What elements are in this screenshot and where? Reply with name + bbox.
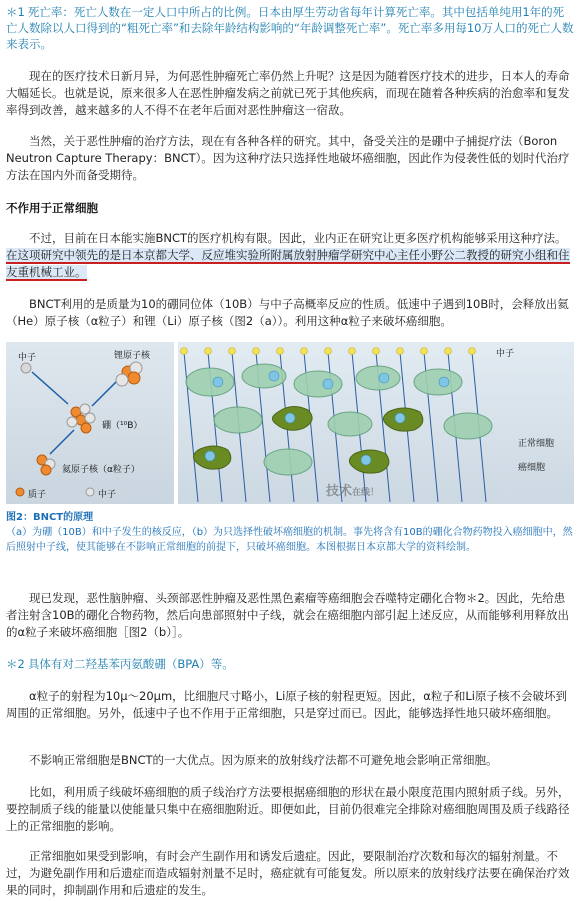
footnote-star: ＊1 (6, 5, 25, 19)
paragraph-6 (0, 688, 580, 722)
paragraph-8 (0, 784, 580, 835)
paragraph-text: 当然，关于恶性肿瘤的治疗方法，现在有各种各样的研究。其中，备受关注的是硼中子捕捉疗法（Boron Neutron Capture Therapy：BNCT）。因为这种疗法只选择性地破坏癌细胞，因此作为侵袭性低的划时代治疗方法在国内外而备受期待。 (6, 134, 570, 182)
paragraph-7 (0, 752, 580, 769)
neutron-legend-dot (86, 488, 94, 496)
paragraph-text: 正常细胞如果受到影响，有时会产生副作用和诱发后遗症。因此，要限制治疗次数和每次的辐射剂量。不过，为避免副作用和后遗症而造成辐射剂量不足时，癌症就有可能复发。所以原来的放射线疗法要在确保治疗效果的同时，抑制副作用和后遗症的发生。 (6, 849, 570, 897)
paragraph-2 (0, 133, 580, 184)
paragraph-text: α粒子的射程为10μ～20μm，比细胞尺寸略小，Li原子核的射程更短。因此，α粒子和Li原子核不会破坏到周围的正常细胞。另外，低速中子也不作用于正常细胞，只是穿过而已。因此，能够选择性地只破坏癌细胞。 (6, 689, 567, 720)
neutron-legend-label: 中子 (98, 490, 117, 500)
lithium-label: 锂原子核 (114, 351, 151, 361)
footnote-1 (0, 0, 580, 52)
footnote-star: ＊2 (6, 657, 25, 671)
highlighted-text: 在这项研究中领先的是日本京都大学、反应堆实验所附属放射肿瘤学研究中心主任小野公二教授的研究小组和住友重机械工业。 (6, 248, 570, 279)
bnct-figure (6, 342, 574, 504)
paragraph-text: 现已发现，恶性脑肿瘤、头颈部恶性肿瘤及恶性黑色素瘤等癌细胞会吞噬特定硼化合物＊2。因此，先给患者注射含10B的硼化合物药物，然后向患部照射中子线，就会在癌细胞内部引起上述反应，从而能够利用释放出的α粒子来破坏癌细胞［图2（b）］。 (6, 591, 570, 639)
paragraph-text: 不影响正常细胞是BNCT的一大优点。因为原来的放射线疗法都不可避免地会影响正常细胞。 (29, 753, 498, 767)
paragraph-3 (0, 230, 580, 281)
caption-title: 图2：BNCT的原理 (6, 512, 94, 523)
boron-label: 硼（¹⁰B） (102, 421, 143, 431)
cancer-cell-label: 癌细胞 (518, 463, 546, 473)
normal-cell-label: 正常细胞 (518, 439, 555, 449)
helium-label: 氦原子核（α粒子） (62, 465, 140, 475)
footnote-text: 死亡率：死亡人数在一定人口中所占的比例。日本由厚生劳动省每年计算死亡率。其中包括单纯用1年的死亡人数除以人口得到的“粗死亡率”和去除年龄结构影响的“年龄调整死亡率”。死亡率多用每10万人口的死亡人数来表示。 (6, 5, 574, 51)
paragraph-4 (0, 296, 580, 330)
section-heading (0, 199, 580, 217)
neutron-label-b: 中子 (496, 349, 515, 359)
footnote-2 (0, 652, 580, 672)
paragraph-9 (0, 848, 580, 899)
watermark-logo: 技术在线！ (326, 484, 380, 499)
proton-legend-label: 质子 (28, 490, 47, 500)
figure-panel-a (6, 342, 174, 504)
paragraph-text: 现在的医疗技术日新月异，为何恶性肿瘤死亡率仍然上升呢？这是因为随着医疗技术的进步，日本人的寿命大幅延长。也就是说，原来很多人在恶性肿瘤发病之前就已死于其他疾病，而现在随着各种疾病的治愈率和复发率得到改善，越来越多的人不得不在老年后面对恶性肿瘤这一宿敌。 (6, 69, 570, 117)
footnote-text: 具体有对二羟基苯丙氨酸硼（BPA）等。 (27, 657, 234, 671)
paragraph-text: 不过，目前在日本能实施BNCT的医疗机构有限。因此，业内正在研究让更多医疗机构能够采用这种疗法。 (29, 231, 567, 245)
neutron-label: 中子 (18, 353, 37, 363)
nuclear-reaction-diagram (6, 342, 174, 504)
figure-caption (6, 510, 574, 555)
proton-legend-dot (16, 488, 24, 496)
paragraph-5 (0, 590, 580, 641)
paragraph-text: BNCT利用的是质量为10的硼同位体（10B）与中子高概率反应的性质。低速中子遇到10B时，会释放出氦（He）原子核（α粒子）和锂（Li）原子核（图2（a））。利用这种α粒子来破坏癌细胞。 (6, 297, 569, 328)
figure-panel-b (178, 342, 574, 504)
paragraph-1 (0, 68, 580, 119)
neutron-dot (21, 363, 31, 373)
paragraph-text: 比如，利用质子线破坏癌细胞的质子线治疗方法要根据癌细胞的形状在最小限度范围内照射质子线。另外，要控制质子线的能量以使能量只集中在癌细胞附近。即便如此，目前仍很难完全排除对癌细胞周围及质子线路径上的正常细胞的影响。 (6, 785, 570, 833)
caption-text: （a）为硼（10B）和中子发生的核反应，（b）为只选择性破坏癌细胞的机制。事先将含有10B的硼化合物药物投入癌细胞中，然后照射中子线，使其能够在不影响正常细胞的前提下，只破坏癌细胞。本图根据日本京都大学的资料绘制。 (6, 527, 573, 553)
heading-text: 不作用于正常细胞 (6, 201, 98, 215)
